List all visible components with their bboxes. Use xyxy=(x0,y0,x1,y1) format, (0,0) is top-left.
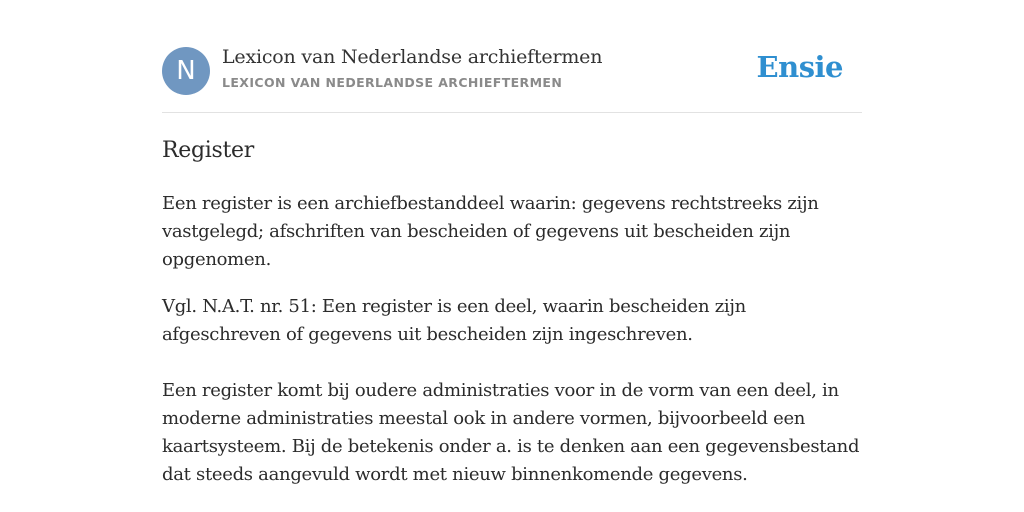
source-subtitle: LEXICON VAN NEDERLANDSE ARCHIEFTERMEN xyxy=(222,75,563,90)
term-title: Register xyxy=(162,138,254,163)
definition-body xyxy=(162,190,862,489)
source-avatar-icon[interactable]: N xyxy=(162,47,210,95)
page-content xyxy=(162,0,862,485)
ensie-logo[interactable]: Ensie xyxy=(756,50,843,84)
definition-paragraph: Een register komt bij oudere administraties voor in de vorm van een deel, in moderne administraties meestal ook in andere vormen, bijvoorbeeld een kaartsysteem. Bij de betekenis onder a. is te denken aan een gegevensbestand dat steeds aangevuld wordt met nieuw binnenkomende gegevens. xyxy=(162,380,860,485)
source-header xyxy=(162,0,862,113)
source-title[interactable]: Lexicon van Nederlandse archieftermen xyxy=(222,46,603,68)
definition-paragraph: Een register is een archiefbestanddeel waarin: gegevens rechtstreeks zijn vastgelegd; afschriften van bescheiden of gegevens uit bescheiden zijn opgenomen. xyxy=(162,193,819,270)
definition-paragraph: Vgl. N.A.T. nr. 51: Een register is een deel, waarin bescheiden zijn afgeschreven of gegevens uit bescheiden zijn ingeschreven. xyxy=(162,296,746,345)
